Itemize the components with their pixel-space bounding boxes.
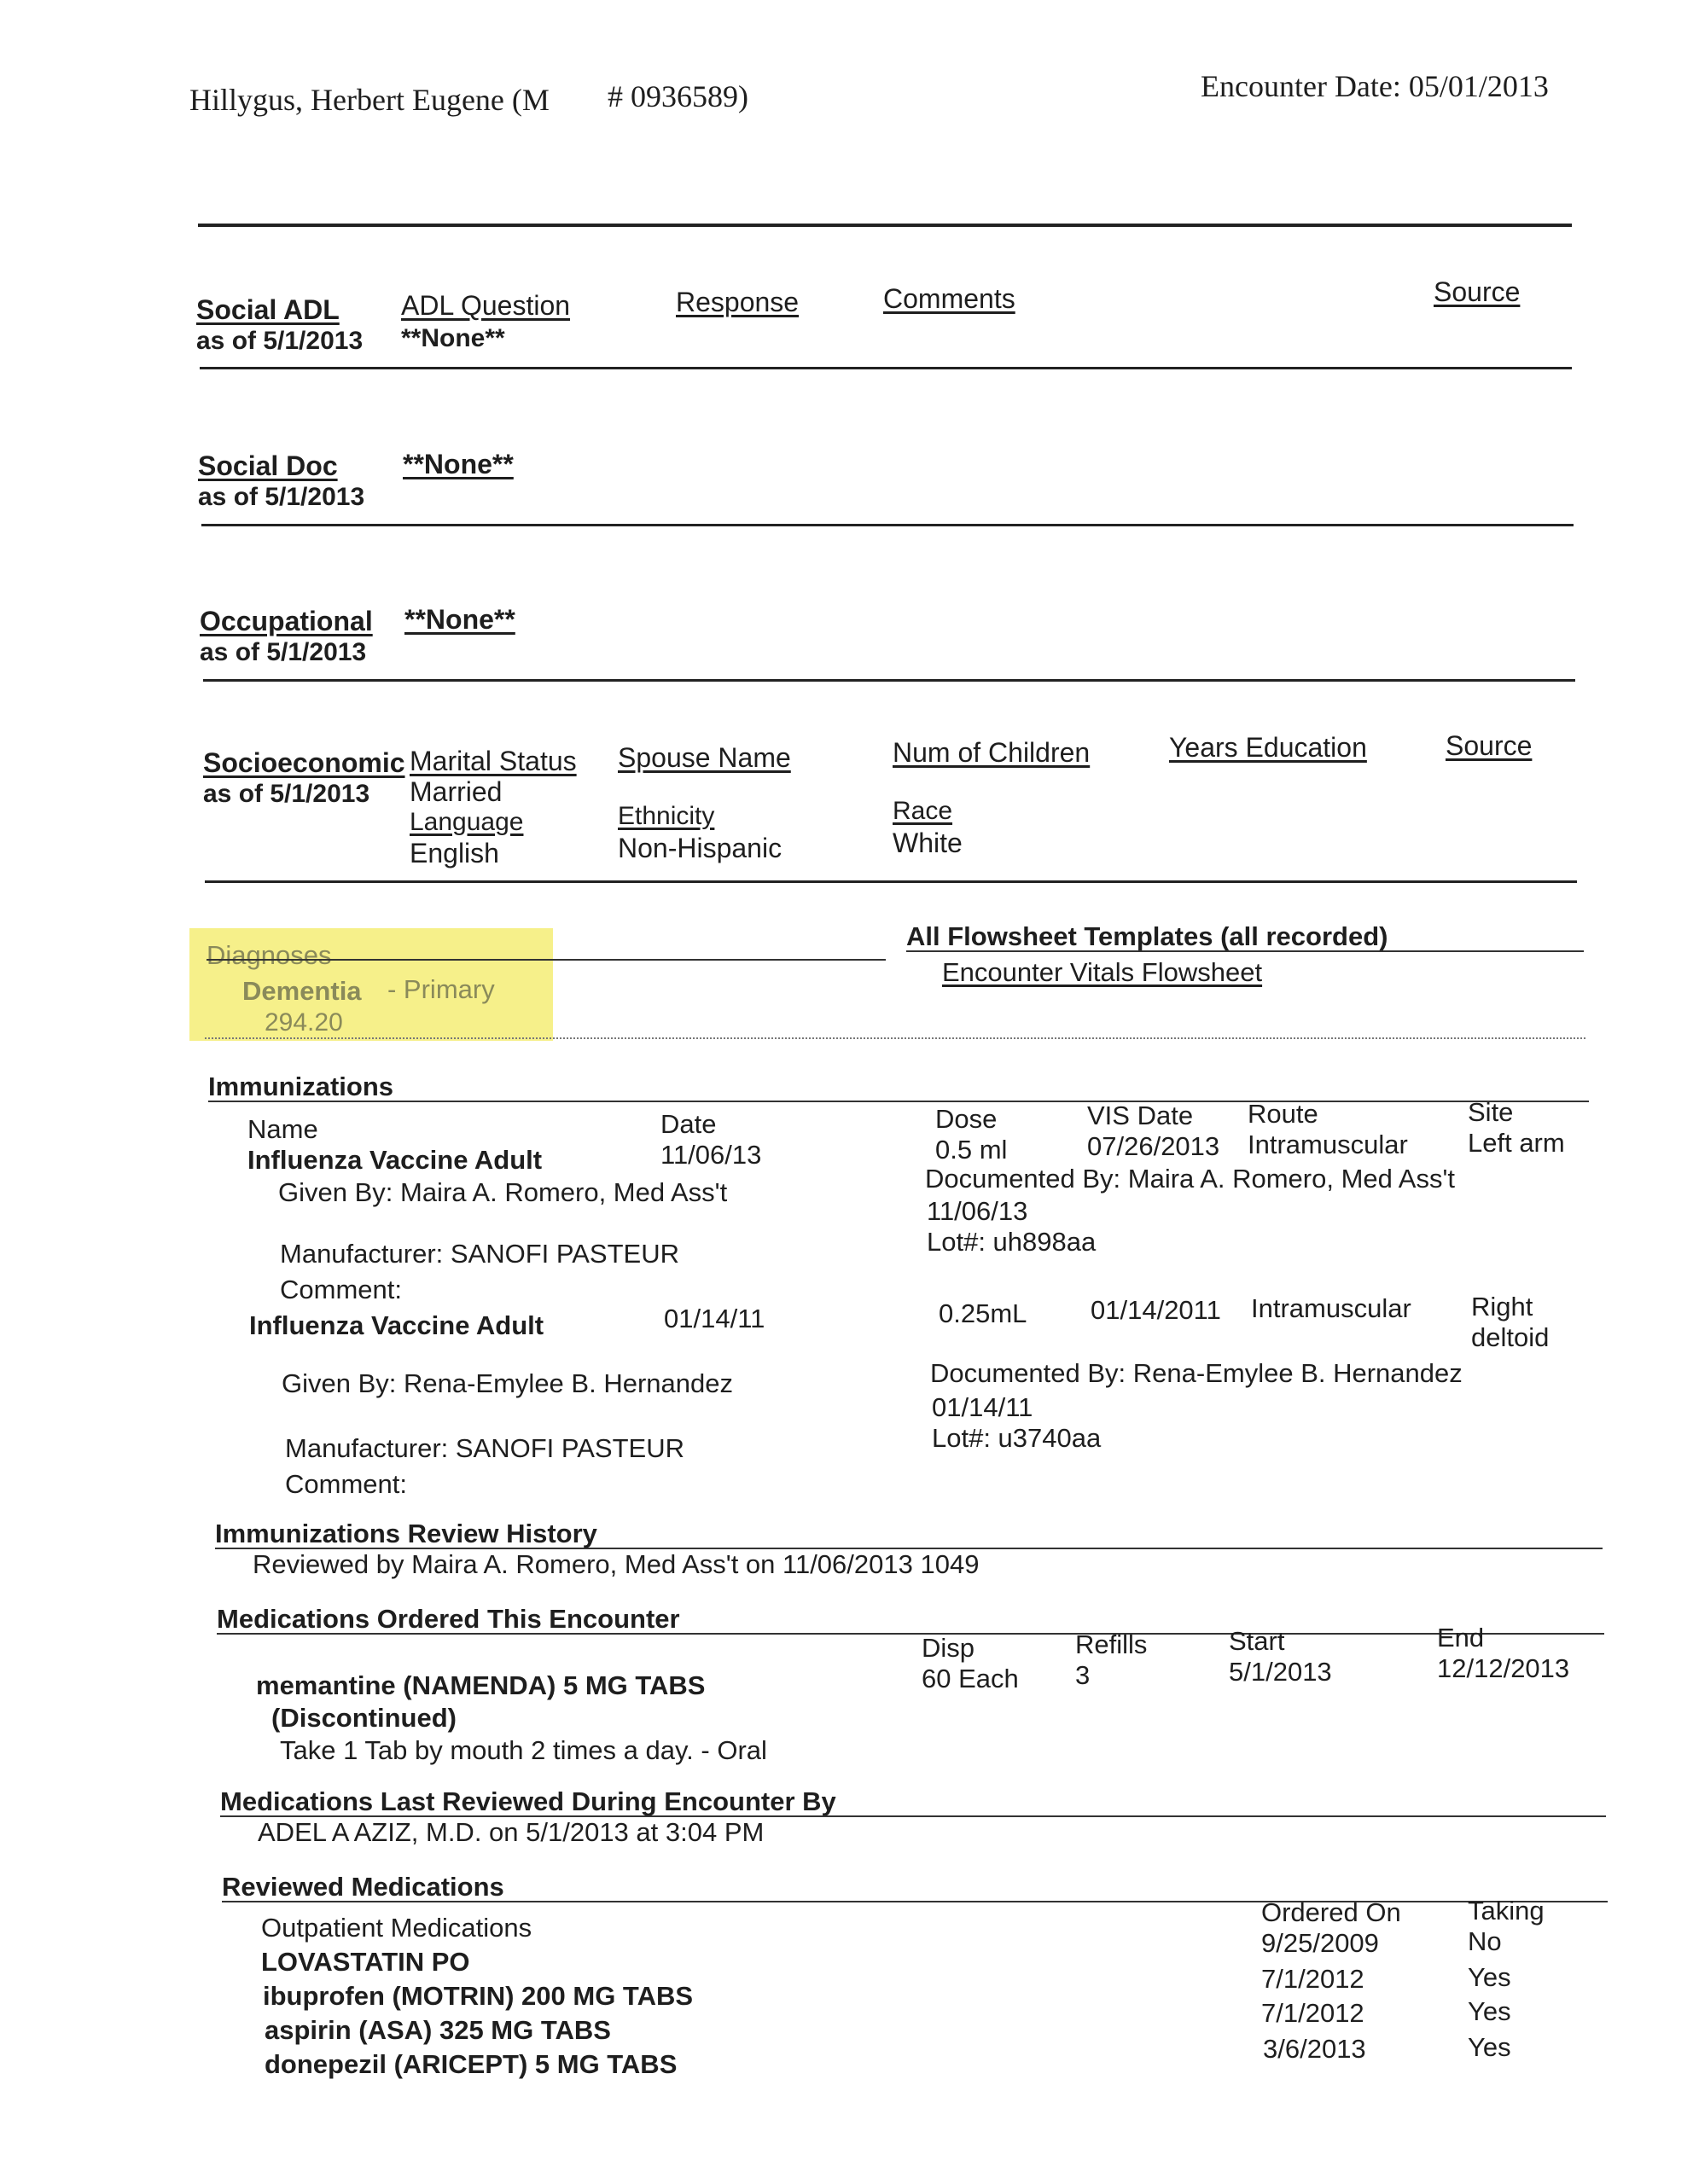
- reviewed-med-taking: Yes: [1468, 1996, 1511, 2026]
- flowsheet-link[interactable]: Encounter Vitals Flowsheet: [942, 957, 1263, 987]
- imm2-date: 01/14/11: [664, 1304, 765, 1333]
- immunizations-divider: [208, 1101, 1589, 1102]
- med-ordered-refills: 3: [1075, 1660, 1091, 1690]
- imm2-route: Intramuscular: [1251, 1293, 1411, 1323]
- ethnicity-label: Ethnicity: [618, 802, 715, 830]
- marital-status-label: Marital Status: [410, 746, 577, 776]
- reviewed-meds-taking-header: Taking: [1468, 1896, 1545, 1926]
- section-divider: [203, 679, 1575, 682]
- encounter-date: Encounter Date: 05/01/2013: [1201, 69, 1549, 103]
- reviewed-med-ordered: 9/25/2009: [1261, 1928, 1379, 1958]
- imm-header-route: Route: [1248, 1099, 1318, 1129]
- imm1-comment: Comment:: [280, 1275, 402, 1304]
- diagnoses-divider: [207, 959, 886, 961]
- reviewed-meds-ordered-header: Ordered On: [1261, 1897, 1401, 1927]
- imm-header-dose: Dose: [935, 1104, 998, 1134]
- adl-question-value: **None**: [401, 324, 505, 352]
- adl-source-header: Source: [1434, 276, 1521, 307]
- adl-question-header: ADL Question: [401, 290, 571, 321]
- num-children-label: Num of Children: [893, 737, 1091, 768]
- social-doc-title: Social Doc: [198, 450, 338, 481]
- imm2-vis-date: 01/14/2011: [1091, 1295, 1221, 1325]
- imm1-documented-date: 11/06/13: [927, 1196, 1028, 1226]
- imm1-lot: Lot#: uh898aa: [927, 1227, 1097, 1257]
- imm1-manufacturer: Manufacturer: SANOFI PASTEUR: [280, 1239, 679, 1269]
- section-divider: [200, 367, 1572, 369]
- imm2-lot: Lot#: u3740aa: [932, 1423, 1102, 1453]
- reviewed-med-name: LOVASTATIN PO: [261, 1947, 470, 1977]
- med-ordered-name: memantine (NAMENDA) 5 MG TABS: [256, 1670, 706, 1700]
- occupational-title: Occupational: [200, 606, 373, 636]
- imm1-site: Left arm: [1468, 1128, 1565, 1158]
- reviewed-med-name: aspirin (ASA) 325 MG TABS: [265, 2015, 611, 2045]
- imm2-site-line2: deltoid: [1471, 1322, 1550, 1352]
- imm1-route: Intramuscular: [1248, 1130, 1408, 1159]
- reviewed-med-ordered: 3/6/2013: [1263, 2034, 1366, 2064]
- imm1-date: 11/06/13: [660, 1140, 762, 1170]
- language-value: English: [410, 838, 499, 868]
- social-adl-title: Social ADL: [196, 294, 340, 325]
- imm2-site-line1: Right: [1471, 1292, 1533, 1321]
- reviewed-meds-subtitle: Outpatient Medications: [261, 1913, 532, 1943]
- imm-header-vis-date: VIS Date: [1087, 1101, 1194, 1130]
- med-ordered-start: 5/1/2013: [1229, 1657, 1332, 1687]
- meds-ordered-divider: [217, 1633, 1604, 1635]
- reviewed-meds-title: Reviewed Medications: [222, 1872, 504, 1902]
- reviewed-med-name: ibuprofen (MOTRIN) 200 MG TABS: [263, 1981, 694, 2011]
- diagnosis-code: 294.20: [265, 1008, 343, 1037]
- imm-header-site: Site: [1468, 1097, 1514, 1127]
- section-divider: [201, 524, 1574, 526]
- immunizations-title: Immunizations: [208, 1072, 394, 1101]
- section-divider: [205, 880, 1577, 883]
- imm2-manufacturer: Manufacturer: SANOFI PASTEUR: [285, 1433, 684, 1463]
- occupational-value: **None**: [404, 604, 515, 635]
- immunization-review-title: Immunizations Review History: [215, 1519, 597, 1548]
- meds-header-start: Start: [1229, 1626, 1285, 1656]
- imm1-name: Influenza Vaccine Adult: [247, 1145, 543, 1175]
- med-ordered-end: 12/12/2013: [1437, 1653, 1570, 1683]
- diagnoses-title: Diagnoses: [207, 940, 332, 970]
- adl-comments-header: Comments: [883, 283, 1015, 314]
- patient-mrn: # 0936589): [608, 79, 748, 113]
- spouse-name-label: Spouse Name: [618, 742, 791, 773]
- med-ordered-sig: Take 1 Tab by mouth 2 times a day. - Oral: [280, 1735, 767, 1765]
- imm1-dose: 0.5 ml: [935, 1135, 1008, 1165]
- imm-header-date: Date: [660, 1109, 717, 1139]
- imm2-given-by: Given By: Rena-Emylee B. Hernandez: [282, 1368, 733, 1398]
- marital-status-value: Married: [410, 776, 503, 807]
- reviewed-med-ordered: 7/1/2012: [1261, 1998, 1364, 2028]
- occupational-asof: as of 5/1/2013: [200, 638, 367, 666]
- meds-reviewed-by-title: Medications Last Reviewed During Encounter By: [220, 1786, 836, 1816]
- meds-header-disp: Disp: [922, 1633, 975, 1663]
- meds-header-refills: Refills: [1075, 1629, 1148, 1659]
- language-label: Language: [410, 808, 524, 836]
- meds-reviewed-by-text: ADEL A AZIZ, M.D. on 5/1/2013 at 3:04 PM: [258, 1817, 765, 1847]
- header-divider: [198, 224, 1572, 227]
- reviewed-med-ordered: 7/1/2012: [1261, 1964, 1364, 1994]
- social-adl-asof: as of 5/1/2013: [196, 327, 364, 355]
- imm2-name: Influenza Vaccine Adult: [249, 1310, 544, 1340]
- reviewed-med-name: donepezil (ARICEPT) 5 MG TABS: [265, 2049, 678, 2079]
- flowsheets-divider: [906, 950, 1584, 952]
- race-label: Race: [893, 797, 953, 825]
- dotted-divider: [205, 1037, 1585, 1039]
- imm2-documented-by: Documented By: Rena-Emylee B. Hernandez: [930, 1358, 1463, 1388]
- socioeconomic-asof: as of 5/1/2013: [203, 780, 370, 808]
- med-ordered-disp: 60 Each: [922, 1664, 1019, 1693]
- adl-response-header: Response: [676, 287, 800, 317]
- imm1-given-by: Given By: Maira A. Romero, Med Ass't: [278, 1177, 728, 1207]
- diagnosis-qualifier: - Primary: [387, 974, 495, 1004]
- social-doc-value: **None**: [403, 449, 514, 479]
- med-ordered-status: (Discontinued): [271, 1703, 457, 1733]
- years-education-label: Years Education: [1169, 732, 1367, 763]
- meds-ordered-title: Medications Ordered This Encounter: [217, 1604, 680, 1634]
- reviewed-med-taking: Yes: [1468, 2032, 1511, 2062]
- imm2-documented-date: 01/14/11: [932, 1392, 1033, 1422]
- ethnicity-value: Non-Hispanic: [618, 833, 783, 863]
- imm2-comment: Comment:: [285, 1469, 407, 1499]
- socioeconomic-title: Socioeconomic: [203, 747, 405, 778]
- flowsheets-title: All Flowsheet Templates (all recorded): [906, 921, 1388, 951]
- reviewed-med-taking: No: [1468, 1926, 1502, 1956]
- imm2-dose: 0.25mL: [939, 1298, 1027, 1328]
- social-doc-asof: as of 5/1/2013: [198, 483, 365, 511]
- reviewed-med-taking: Yes: [1468, 1962, 1511, 1992]
- meds-header-end: End: [1437, 1623, 1485, 1653]
- race-value: White: [893, 828, 963, 858]
- imm1-documented-by: Documented By: Maira A. Romero, Med Ass't: [925, 1164, 1455, 1194]
- diagnosis-name: Dementia: [242, 976, 362, 1006]
- immunization-review-text: Reviewed by Maira A. Romero, Med Ass't on 11/06/2013 1049: [253, 1549, 980, 1579]
- imm-header-name: Name: [247, 1114, 318, 1144]
- patient-name: Hillygus, Herbert Eugene (M: [189, 83, 550, 117]
- imm1-vis-date: 07/26/2013: [1087, 1131, 1220, 1161]
- socio-source-label: Source: [1446, 730, 1533, 761]
